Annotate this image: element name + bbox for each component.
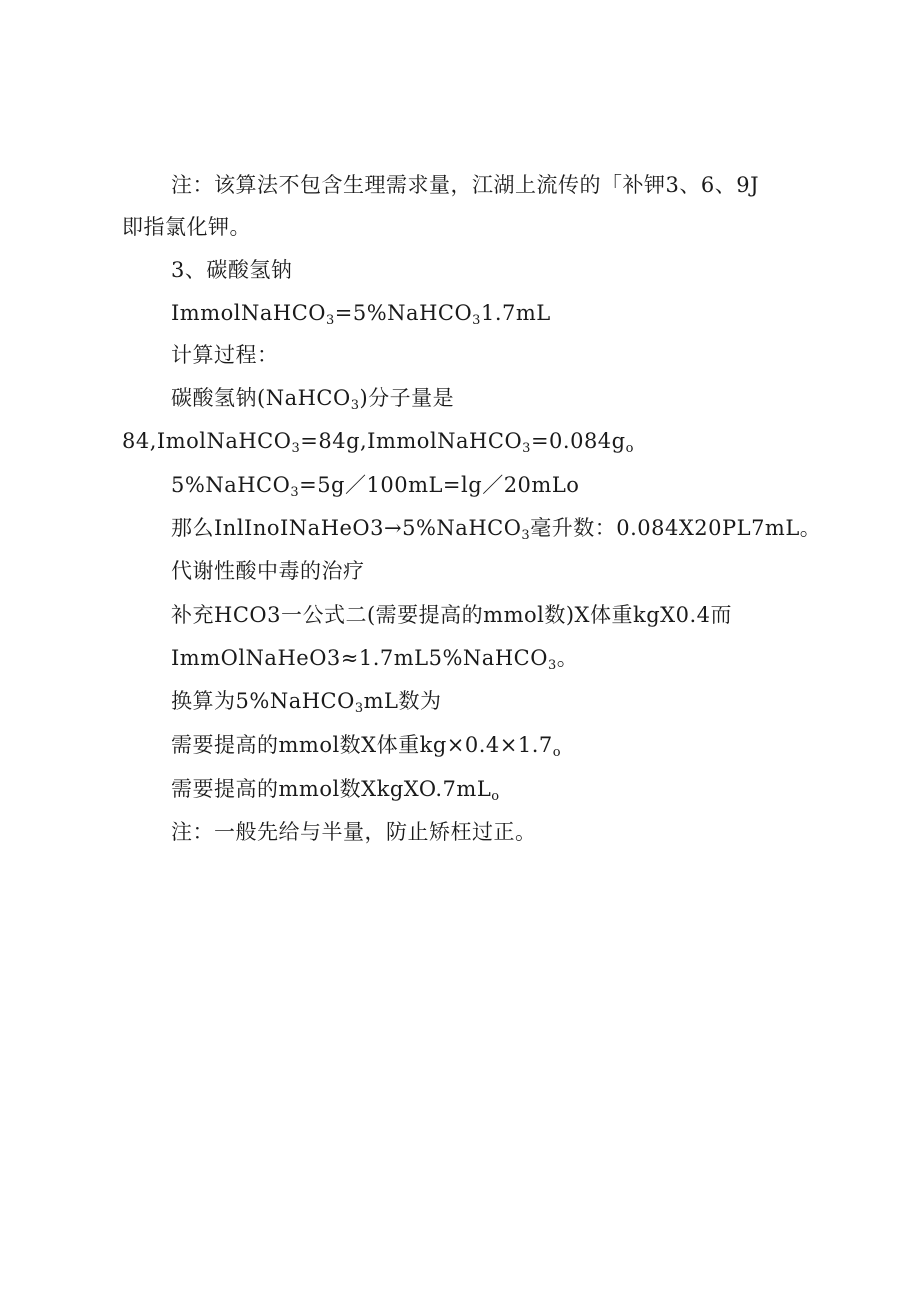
- acidosis-heading: 代谢性酸中毒的治疗: [171, 559, 365, 583]
- section-heading: 3、碳酸氢钠: [171, 258, 293, 282]
- molecular-weight-line: 碳酸氢钠(NaHCO$_3$)分子量是: [171, 386, 455, 413]
- convert-label: 换算为5%NaHCO$_3$mL数为: [171, 689, 442, 716]
- equivalence-line: ImmOlNaHeO3≈1.7mL5%NaHCO$_3$。: [171, 646, 579, 673]
- conversion-line: 那么InlInoINaHeO3→5%NaHCO$_3$毫升数：0.084X20PL7mL。: [171, 516, 822, 543]
- note-line-2: 即指氯化钾。: [122, 215, 251, 239]
- calc-label: 计算过程：: [171, 343, 279, 367]
- formula-line: 补充HCO3一公式二(需要提高的mmol数)X体重kgX0.4而: [171, 603, 732, 627]
- molecular-weight-values: $84,ImolNaHCO_3=84g,ImmolNaHCO_3=0.084g_o$: [122, 429, 634, 456]
- final-note: 注：一般先给与半量，防止矫枉过正。: [171, 820, 537, 844]
- note-line-1: 注：该算法不包含生理需求量，江湖上流传的「补钾3、6、9J: [171, 173, 759, 197]
- result-line-2: 需要提高的mmol数$XkgXO.7mL_o$: [171, 777, 500, 804]
- result-line-1: 需要提高的mmol数X体重$kg\times 0.4\times 1.7_o$: [171, 733, 562, 760]
- equation-line: ImmolNaHCO$_3$=5%NaHCO$_3$1.7mL: [171, 301, 551, 328]
- concentration-line: 5%NaHCO$_3$=5g／100mL=lg／20mLo: [171, 473, 580, 500]
